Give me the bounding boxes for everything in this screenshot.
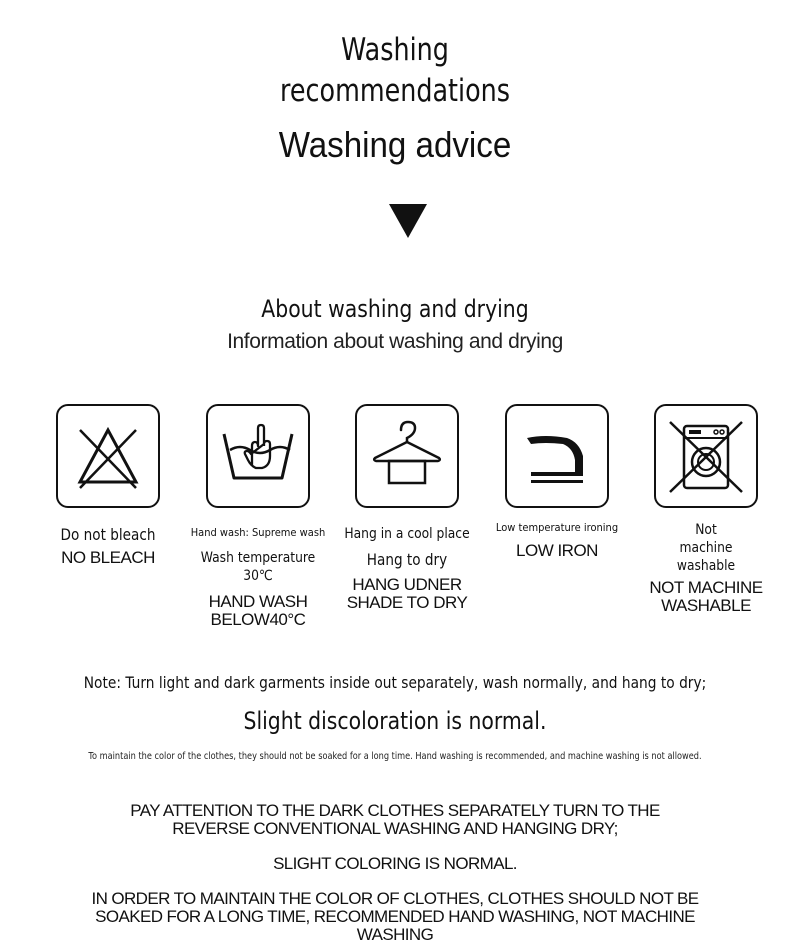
title [71, 30, 719, 112]
title-line-1: Washing [341, 32, 449, 68]
caps-note-3: IN ORDER TO MAINTAIN THE COLOR OF CLOTHES, CLOTHES SHOULD NOT BE SOAKED FOR A LONG TIME, RECOMMENDED HAND WASHING, NOT MACHINE WASHING [91, 889, 699, 944]
hand-wash-icon [206, 404, 310, 508]
care-label: Wash temperature 30℃ [200, 550, 316, 584]
iron-icon [505, 404, 609, 508]
care-label-caps: HAND WASH BELOW40°C [208, 592, 308, 629]
note-emphasis: Slight discoloration is normal. [243, 707, 547, 735]
note-fine-print: To maintain the color of the clothes, they should not be soaked for a long time. Hand washing is recommended, and machine washing is not allowed. [88, 751, 702, 762]
care-label-caps: HANG UDNER SHADE TO DRY [346, 575, 468, 612]
title-line-2: recommendations [280, 73, 510, 109]
care-label: Do not bleach [60, 525, 156, 544]
hanger-icon [355, 404, 459, 508]
no-machine-wash-icon [654, 404, 758, 508]
care-label-caps: NOT MACHINE WASHABLE [649, 578, 763, 615]
section-subtitle: Information about washing and drying [227, 330, 563, 353]
caps-note-1: PAY ATTENTION TO THE DARK CLOTHES SEPARATELY TURN TO THE REVERSE CONVENTIONAL WASHING AND HANGING DRY; [130, 801, 660, 838]
care-label-caps: NO BLEACH [61, 548, 155, 567]
care-label-caps: LOW IRON [516, 541, 598, 560]
care-label: Not machine washable [676, 522, 736, 574]
care-item-no-bleach [33, 404, 183, 567]
care-label-secondary: Hang to dry [366, 550, 448, 569]
down-triangle-icon [389, 204, 427, 238]
no-bleach-icon [56, 404, 160, 508]
care-item-no-machine-wash [631, 404, 781, 615]
note-line: Note: Turn light and dark garments inside out separately, wash normally, and hang to dry; [83, 673, 707, 692]
care-label: Hang in a cool place [344, 526, 470, 542]
care-item-hand-wash [183, 404, 333, 629]
care-item-low-iron [482, 404, 632, 560]
subtitle: Washing advice [278, 124, 512, 165]
care-label-small: Hand wash: Supreme wash [190, 526, 326, 539]
section-title: About washing and drying [261, 295, 529, 323]
care-item-hang-dry [332, 404, 482, 612]
caps-note-2: SLIGHT COLORING IS NORMAL. [273, 854, 517, 873]
care-label-small: Low temperature ironing [495, 521, 619, 534]
